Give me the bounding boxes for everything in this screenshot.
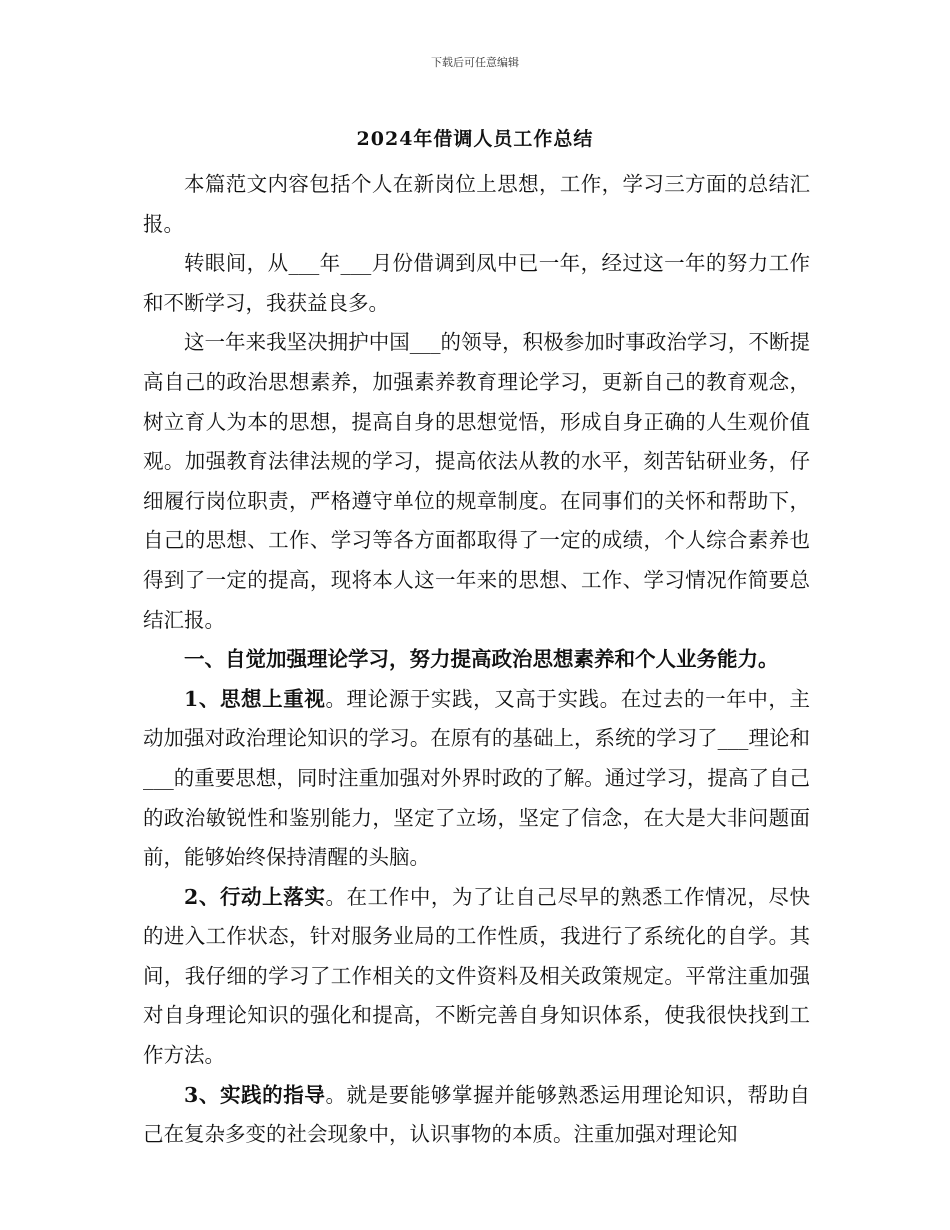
header-note: 下载后可任意编辑 — [431, 56, 519, 69]
item-3-text: 。就是要能够掌握并能够熟悉运用理论知识，帮助自己在复杂多变的社会现象中，认识事物的本质。注重加强对理论知 — [143, 1082, 811, 1147]
paragraph-intro: 本篇范文内容包括个人在新岗位上思想，工作，学习三方面的总结汇报。 — [143, 172, 810, 236]
item-1-lead: 1、思想上重视 — [184, 686, 326, 711]
paragraph-item-1 — [143, 680, 810, 878]
paragraph-item-3 — [143, 1076, 810, 1155]
paragraph-summary: 这一年来我坚决拥护中国___的领导，积极参加时事政治学习，不断提高自己的政治思想素养，加强素养教育理论学习，更新自己的教育观念，树立育人为本的思想，提高自身的思想觉悟，形成自身正确的人生观价值观。加强教育法律法规的学习，提高依法从教的水平，刻苦钻研业务，仔细履行岗位职责，严格遵守单位的规章制度。在同事们的关怀和帮助下，自己的思想、工作、学习等各方面都取得了一定的成绩，个人综合素养也得到了一定的提高，现将本人这一年来的思想、工作、学习情况作简要总结汇报。 — [143, 330, 810, 632]
paragraph-item-2 — [143, 878, 810, 1076]
item-2-lead: 2、行动上落实 — [184, 884, 326, 909]
item-1-text: 。理论源于实践，又高于实践。在过去的一年中，主动加强对政治理论知识的学习。在原有的基础上，系统的学习了___理论和___的重要思想，同时注重加强对外界时政的了解。通过学习，提高了自己的政治敏锐性和鉴别能力，坚定了立场，坚定了信念，在大是大非问题面前，能够始终保持清醒的头脑。 — [143, 686, 811, 870]
document-body — [143, 165, 810, 1155]
document-title: 2024年借调人员工作总结 — [356, 128, 594, 150]
section-heading-1: 一、自觉加强理论学习，努力提高政治思想素养和个人业务能力。 — [184, 647, 779, 672]
item-2-text: 。在工作中，为了让自己尽早的熟悉工作情况，尽快的进入工作状态，针对服务业局的工作性质，我进行了系统化的自学。其间，我仔细的学习了工作相关的文件资料及相关政策规定。平常注重加强对自身理论知识的强化和提高，不断完善自身知识体系，使我很快找到工作方法。 — [143, 884, 811, 1068]
item-3-lead: 3、实践的指导 — [184, 1082, 326, 1107]
paragraph-overview: 转眼间，从___年___月份借调到凤中已一年，经过这一年的努力工作和不断学习，我获益良多。 — [143, 251, 810, 315]
